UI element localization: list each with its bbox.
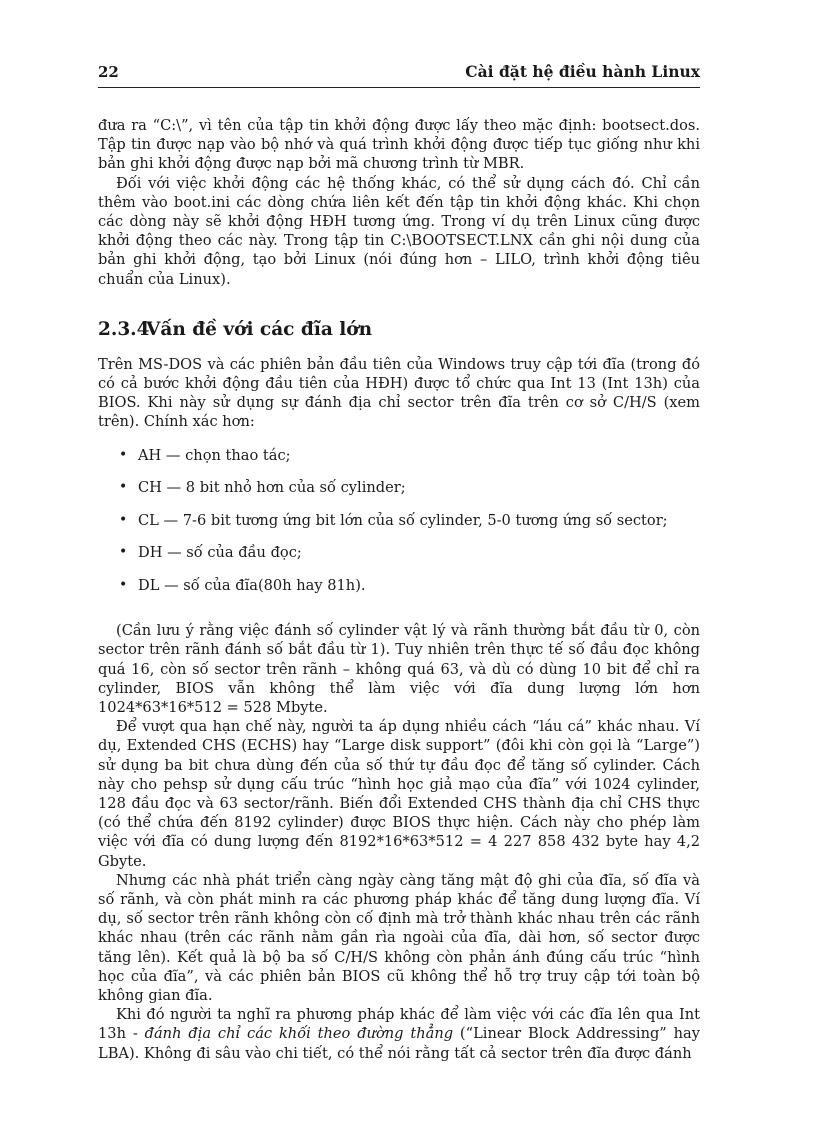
bullet-icon: • [119,544,128,561]
list-item: • DL — số của đĩa(80h hay 81h). [119,576,366,594]
body-paragraph-4: Khi đó người ta nghĩ ra phương pháp khác để làm việc với các đĩa lên qua Int 13h - đánh địa chỉ các khối theo đường thẳng (“Linear Block Addressing” hay LBA). Không đi sâu vào chi tiết, có thể nói rằng tất cả sector trên đĩa được đánh [98,1006,700,1062]
intro-paragraph-2: Đối với việc khởi động các hệ thống khác, có thể sử dụng cách đó. Chỉ cần thêm vào boot.ini các dòng chứa liên kết đến tập tin khởi động khác. Khi chọn các dòng này sẽ khởi động HĐH tương ứng. Trong ví dụ trên Linux cũng được khởi động theo các này. Trong tập tin C:\BOOTSECT.LNX cần ghi nội dung của bản ghi khởi động, tạo bởi Linux (nói đúng hơn – LILO, trình khởi động tiêu chuẩn của Linux). [98,174,700,288]
list-item: • CH — 8 bit nhỏ hơn của số cylinder; [119,479,406,497]
section-lead-paragraph: Trên MS-DOS và các phiên bản đầu tiên của Windows truy cập tới đĩa (trong đó có cả bước khởi động đầu tiên của HĐH) được tổ chức qua Int 13 (Int 13h) của BIOS. Khi này sử dụng sự đánh địa chỉ sector trên đĩa trên cơ sở C/H/S (xem trên). Chính xác hơn: [98,355,700,431]
running-title: Cài đặt hệ điều hành Linux [465,62,700,81]
bullet-icon: • [119,576,128,593]
bullet-icon: • [119,511,128,528]
intro-paragraph-1: đưa ra “C:\”, vì tên của tập tin khởi động được lấy theo mặc định: bootsect.dos. Tập tin được nạp vào bộ nhớ và quá trình khởi động được tiếp tục giống như khi bản ghi khởi động được nạp bởi mã chương trình từ MBR. [98,117,700,173]
list-item: • DH — số của đầu đọc; [119,544,302,562]
body-paragraph-2: Để vượt qua hạn chế này, người ta áp dụng nhiều cách “láu cá” khác nhau. Ví dụ, Extended CHS (ECHS) hay “Large disk support” (đôi khi còn gọi là “Large”) sử dụng ba bit chưa dùng đến của số thứ tự đầu đọc để tăng số cylinder. Cách này cho pehsp sử dụng cấu trúc “hình học giả mạo của đĩa” với 1024 cylinder, 128 đầu đọc và 63 sector/rãnh. Biến đổi Extended CHS thành địa chỉ CHS thực (có thể chứa đến 8192 cylinder) được BIOS thực hiện. Cách này cho phép làm việc với đĩa có dung lượng đến 8192*16*63*512 = 4 227 858 432 byte hay 4,2 Gbyte. [98,718,700,870]
page-body [98,116,700,1063]
book-page [98,62,700,1063]
body-paragraph-3: Nhưng các nhà phát triển càng ngày càng tăng mật độ ghi của đĩa, số đĩa và số rãnh, và còn phát minh ra các phương pháp khác để tăng dung lượng đĩa. Ví dụ, số sector trên rãnh không còn cố định mà trở thành khác nhau trên các rãnh khác nhau (trên các rãnh nằm gần rìa ngoài của đĩa, dài hơn, số sector được tăng lên). Kết quả là bộ ba số C/H/S không còn phản ánh đúng cấu trúc “hình học của đĩa”, và các phiên bản BIOS cũ không thể hỗ trợ truy cập tới toàn bộ không gian đĩa. [98,871,700,1004]
bullet-icon: • [119,479,128,496]
emphasized-term: đánh địa chỉ các khối theo đường thẳng [144,1025,454,1043]
register-list [98,446,700,609]
list-item: • CL — 7-6 bit tương ứng bit lớn của số cylinder, 5-0 tương ứng số sector; [119,511,668,529]
running-header [98,62,700,88]
list-item: • AH — chọn thao tác; [119,446,291,464]
section-number: 2.3.4 [98,318,150,340]
section-heading [98,319,700,341]
page-number: 22 [98,63,119,81]
section-title: Vấn đề với các đĩa lớn [146,318,373,340]
body-paragraph-1: (Cần lưu ý rằng việc đánh số cylinder vật lý và rãnh thường bắt đầu từ 0, còn sector trên rãnh đánh số bắt đầu từ 1). Tuy nhiên trên thực tế số đầu đọc không quá 16, còn số sector trên rãnh – không quá 63, và dù có dùng 10 bit để chỉ ra cylinder, BIOS vẫn không thể làm việc với đĩa dung lượng lớn hơn 1024*63*16*512 = 528 Mbyte. [98,622,700,716]
bullet-icon: • [119,446,128,463]
